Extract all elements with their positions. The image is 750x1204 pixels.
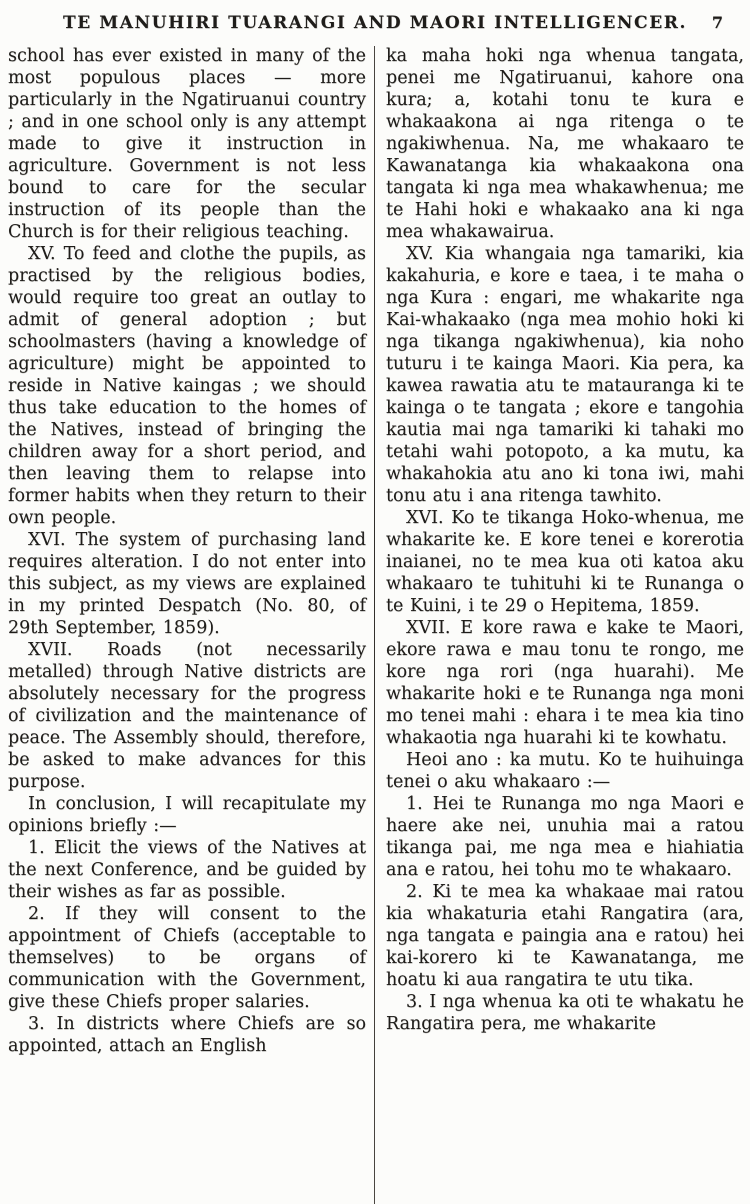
page-number: 7 [711, 13, 723, 32]
paragraph: 3. I nga whenua ka oti te whakatu he Rangatira pera, me whakarite [386, 992, 744, 1034]
paragraph: XVI. The system of purchasing land requires alteration. I do not enter into this subject, as my views are explained in my printed Despatch (No. 80, of 29th September, 1859). [8, 530, 366, 638]
newspaper-title: TE MANUHIRI TUARANGI AND MAORI INTELLIGENCER. [62, 13, 687, 33]
paragraph: In conclusion, I will recapitulate my opinions briefly :— [8, 794, 366, 836]
paragraph: 3. In districts where Chiefs are so appointed, attach an English [8, 1014, 366, 1056]
paragraph: XV. Kia whangaia nga tamariki, kia kakahuria, e kore e taea, i te maha o nga Kura : engari, me whakarite nga Kai-whakaako (nga mea mohio hoki ki nga tikanga ngakiwhenua), kia noho tuturu i te kainga Maori. Kia pera, ka kawea rawatia atu te matauranga ki te kainga o te tangata ; ekore e tangohia kautia mai nga tamariki ki tahaki mo tetahi wahi potopoto, a ka mutu, ka whakahokia atu ano ki tona iwi, mahi tonu atu i ana ritenga tawhito. [386, 244, 744, 506]
column-divider-rule [374, 46, 375, 1204]
maori-column [375, 44, 750, 1204]
paragraph: XVI. Ko te tikanga Hoko-whenua, me whakarite ke. E kore tenei e korerotia inaianei, no te mea kua oti katoa aku whakaaro te tuhituhi ki te Runanga o te Kuini, i te 29 o Hepitema, 1859. [386, 508, 744, 616]
masthead [0, 0, 750, 44]
paragraph: ka maha hoki nga whenua tangata, penei me Ngatiruanui, kahore ona kura; a, kotahi tonu te kura e whakaakona ai nga ritenga o te ngakiwhenua. Na, me whakaaro te Kawanatanga kia whakaakona ona tangata ki nga mea whakawhenua; me te Hahi hoki e whakaako ana ki nga mea whakawairua. [386, 46, 744, 242]
paragraph: 1. Hei te Runanga mo nga Maori e haere ake nei, unuhia mai a ratou tikanga pai, me nga mea e hiahiatia ana e ratou, hei tohu mo te whakaaro. [386, 794, 744, 880]
paragraph: Heoi ano : ka mutu. Ko te huihuinga tenei o aku whakaaro :— [386, 750, 744, 792]
paragraph: school has ever existed in many of the most populous places — more particularly in the Ngatiruanui country ; and in one school only is any attempt made to give it instruction in agriculture. Government is not less bound to care for the secular instruction of its people than the Church is for their religious teaching. [8, 46, 366, 242]
paragraph: 2. Ki te mea ka whakaae mai ratou kia whakaturia etahi Rangatira (ara, nga tangata e paingia ana e ratou) hei kai-korero ki te Kawanatanga, me hoatu ki aua rangatira te utu tika. [386, 882, 744, 990]
page-body [0, 44, 750, 1204]
paragraph: 1. Elicit the views of the Natives at the next Conference, and be guided by their wishes as far as possible. [8, 838, 366, 902]
paragraph: 2. If they will consent to the appointment of Chiefs (acceptable to themselves) to be organs of communication with the Government, give these Chiefs proper salaries. [8, 904, 366, 1012]
paragraph: XV. To feed and clothe the pupils, as practised by the religious bodies, would require too great an outlay to admit of general adoption ; but schoolmasters (having a knowledge of agriculture) might be appointed to reside in Native kaingas ; we should thus take education to the homes of the Natives, instead of bringing the children away for a short period, and then leaving them to relapse into former habits when they return to their own people. [8, 244, 366, 528]
paragraph: XVII. Roads (not necessarily metalled) through Native districts are absolutely necessary for the progress of civilization and the maintenance of peace. The Assembly should, therefore, be asked to make advances for this purpose. [8, 640, 366, 792]
paragraph: XVII. E kore rawa e kake te Maori, ekore rawa e mau tonu te rongo, me kore nga rori (nga huarahi). Me whakarite hoki e te Runanga nga moni mo tenei mahi : ehara i te mea kia tino whakaotia nga huarahi ki te kowhatu. [386, 618, 744, 748]
english-column [0, 44, 375, 1204]
